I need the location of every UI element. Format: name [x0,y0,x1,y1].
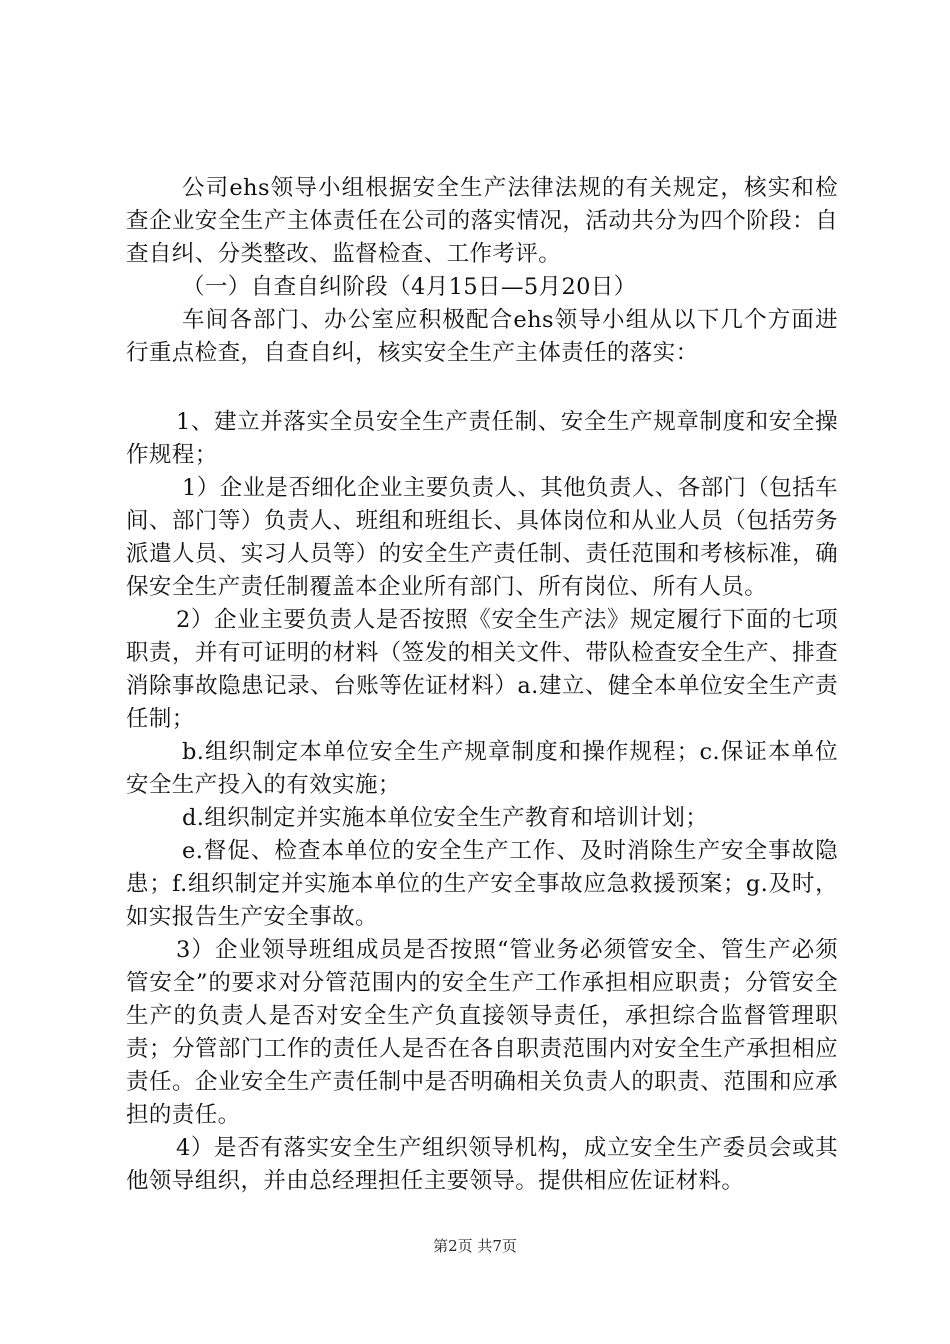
item-1-responsibility-system: 1、建立并落实全员安全生产责任制、安全生产规章制度和安全操作规程； [126,409,838,468]
paragraph-inspection-scope: 车间各部门、办公室应积极配合ehs领导小组从以下几个方面进行重点检查，自查自纠，核实安全生产主体责任的落实： [126,307,838,366]
paragraph-intro: 公司ehs领导小组根据安全生产法律法规的有关规定，核实和检查企业安全生产主体责任在公司的落实情况，活动共分为四个阶段：自查自纠、分类整改、监督检查、工作考评。 [126,175,838,267]
paragraph-spacer [126,370,838,406]
subitem-2: 2）企业主要负责人是否按照《安全生产法》规定履行下面的七项职责，并有可证明的材料（签发的相关文件、带队检查安全生产、排查消除事故隐患记录、台账等佐证材料）a.建立、健全本单位安全生产责任制； [126,607,838,732]
subitem-2-b-c: b.组织制定本单位安全生产规章制度和操作规程；c.保证本单位安全生产投入的有效实施； [126,739,838,798]
subitem-2-d: d.组织制定并实施本单位安全生产教育和培训计划； [182,805,709,831]
section-heading-self-inspection: （一）自查自纠阶段（4月15日—5月20日） [182,274,637,300]
subitem-3: 3）企业领导班组成员是否按照“管业务必须管安全、管生产必须管安全”的要求对分管范围内的安全生产工作承担相应职责；分管安全生产的负责人是否对安全生产负直接领导责任，承担综合监督管理职责；分管部门工作的责任人是否在各自职责范围内对安全生产承担相应责任。企业安全生产责任制中是否明确相关负责人的职责、范围和应承担的责任。 [126,937,838,1128]
document-body [126,172,838,1198]
subitem-1: 1）企业是否细化企业主要负责人、其他负责人、各部门（包括车间、部门等）负责人、班组和班组长、具体岗位和从业人员（包括劳务派遣人员、实习人员等）的安全生产责任制、责任范围和考核标准，确保安全生产责任制覆盖本企业所有部门、所有岗位、所有人员。 [126,475,838,600]
page-number-footer: 第2页 共7页 [433,1237,517,1255]
subitem-2-e-f-g: e.督促、检查本单位的安全生产工作、及时消除生产安全事故隐患；f.组织制定并实施本单位的生产安全事故应急救援预案；g.及时，如实报告生产安全事故。 [126,838,838,930]
subitem-4: 4）是否有落实安全生产组织领导机构，成立安全生产委员会或其他领导组织，并由总经理担任主要领导。提供相应佐证材料。 [126,1135,838,1194]
